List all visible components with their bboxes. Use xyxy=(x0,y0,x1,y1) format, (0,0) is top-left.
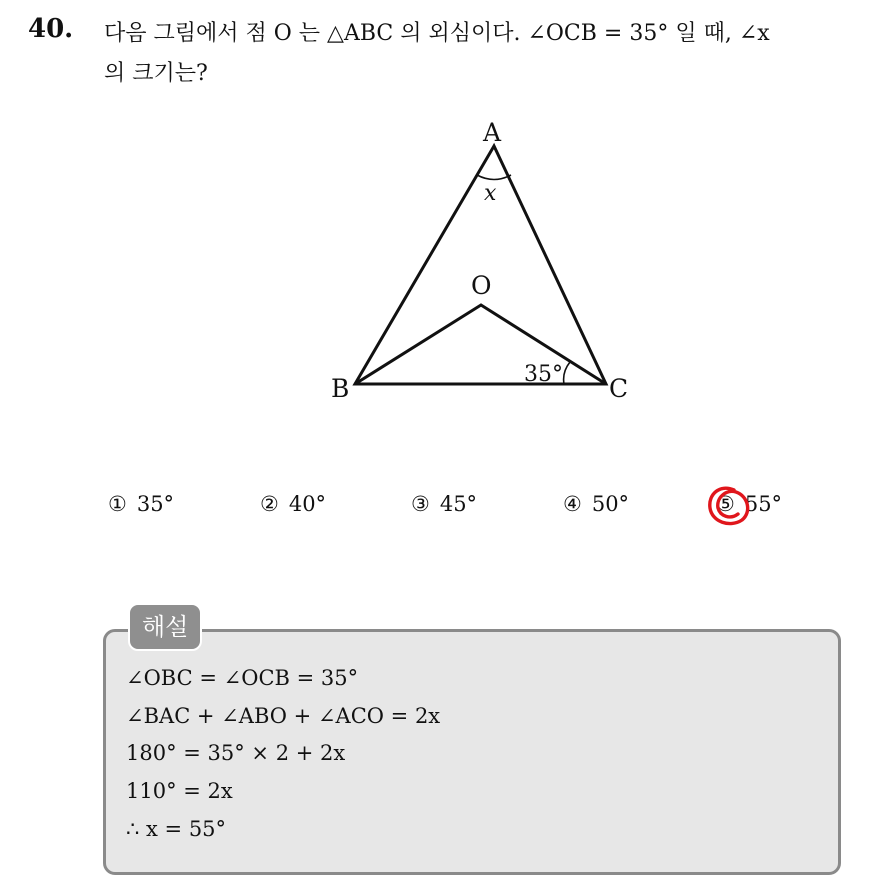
choice-4-number: ④ xyxy=(563,492,582,516)
triangle-abc xyxy=(355,146,606,384)
choice-3-number: ③ xyxy=(411,492,430,516)
choice-3[interactable] xyxy=(411,492,477,516)
question-number: 40. xyxy=(28,14,74,44)
solution-tag: 해설 xyxy=(128,603,202,651)
choice-2[interactable] xyxy=(260,492,326,516)
label-a: A xyxy=(483,118,502,147)
choice-1-number: ① xyxy=(108,492,127,516)
solution-line-4: 110° = 2x xyxy=(126,779,233,803)
label-angle-35: 35° xyxy=(524,362,563,387)
label-o: O xyxy=(471,271,492,300)
question-text-line-1: 다음 그림에서 점 O 는 △ABC 의 외심이다. ∠OCB = 35° 일 때, ∠x xyxy=(104,21,770,46)
choice-1-value: 35° xyxy=(136,492,175,516)
angle-arc-a xyxy=(477,175,511,180)
label-c: C xyxy=(609,374,629,403)
solution-line-2: ∠BAC + ∠ABO + ∠ACO = 2x xyxy=(126,704,441,728)
label-x: x xyxy=(484,181,497,206)
angle-arc-c xyxy=(564,362,570,384)
choice-2-value: 40° xyxy=(288,492,327,516)
choice-1[interactable] xyxy=(108,492,174,516)
question-text-line-2: 의 크기는? xyxy=(104,61,208,86)
answer-circle-mark xyxy=(704,482,754,530)
choice-5-value: 55° xyxy=(744,492,783,516)
solution-line-5: ∴ x = 55° xyxy=(126,817,227,841)
choice-5-number: ⑤ xyxy=(716,492,735,516)
label-b: B xyxy=(331,374,350,403)
choice-2-number: ② xyxy=(260,492,279,516)
solution-line-1: ∠OBC = ∠OCB = 35° xyxy=(126,666,359,690)
choice-4[interactable] xyxy=(563,492,629,516)
choice-4-value: 50° xyxy=(591,492,630,516)
choice-3-value: 45° xyxy=(439,492,478,516)
solution-line-3: 180° = 35° × 2 + 2x xyxy=(126,741,346,765)
